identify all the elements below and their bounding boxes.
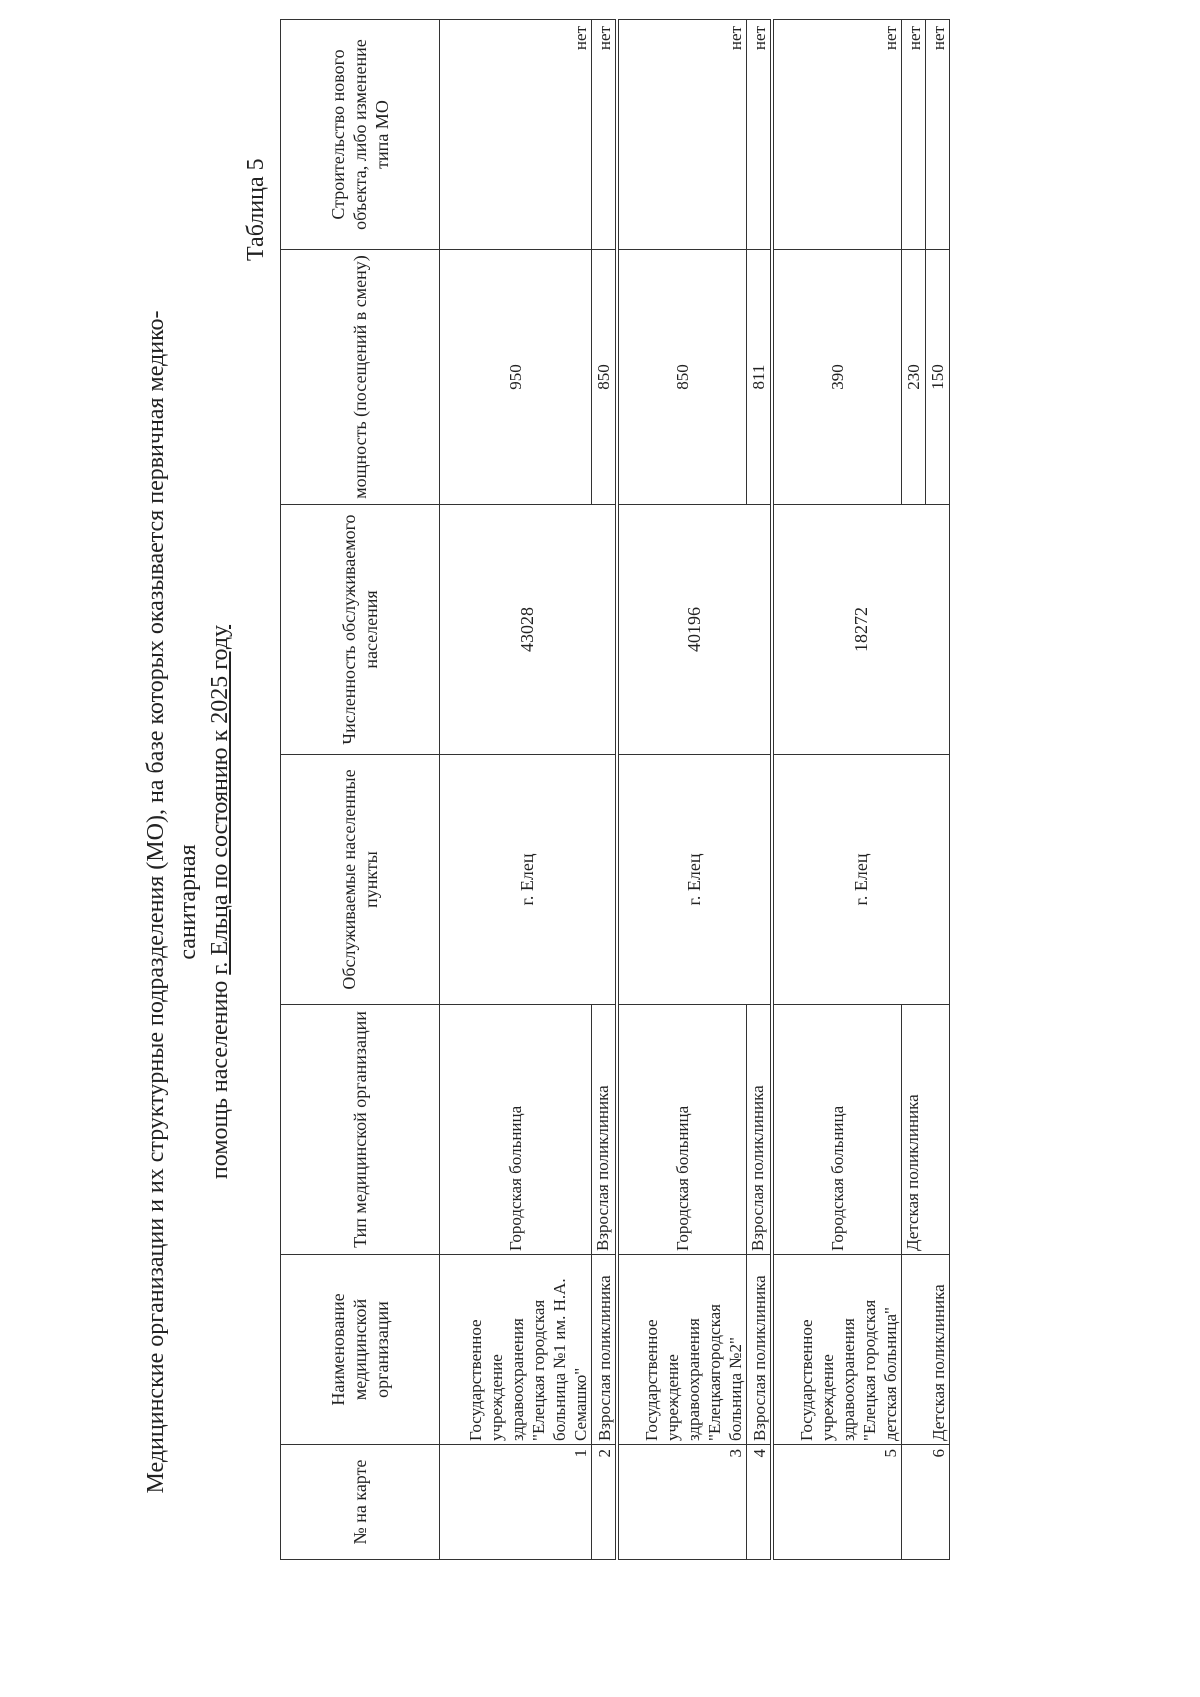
row-capacity: 850 (592, 250, 617, 505)
table-number: Таблица 5 (243, 158, 269, 261)
table-row (617, 20, 747, 1560)
row-name: Детская поликлиника (902, 1255, 950, 1445)
row-name: Взрослая поликлиника (747, 1255, 772, 1445)
row-settlements: г. Елец (772, 755, 950, 1005)
header-construction: Строительство нового объекта, либо изменение типа МО (281, 20, 440, 250)
row-name: Государственное учреждение здравоохранения "Елецкаягородская больница №2" (617, 1255, 747, 1445)
row-capacity: 811 (747, 250, 772, 505)
row-construction: нет (440, 20, 592, 250)
row-capacity: 950 (440, 250, 592, 505)
title-line-2-prefix: помощь населению (207, 974, 233, 1180)
header-row (281, 20, 440, 1560)
row-name: Взрослая поликлиника (592, 1255, 617, 1445)
row-construction: нет (747, 20, 772, 250)
row-num: 1 (440, 1445, 592, 1560)
row-num: 3 (617, 1445, 747, 1560)
header-population: Численность обслуживаемого населения (281, 505, 440, 755)
row-type: Детская поликлиника (902, 1005, 950, 1255)
document-title (140, 257, 236, 1547)
row-num: 4 (747, 1445, 772, 1560)
row-type: Городская больница (617, 1005, 747, 1255)
row-construction: нет (617, 20, 747, 250)
header-num: № на карте (281, 1445, 440, 1560)
row-construction: нет (902, 20, 926, 250)
row-settlements: г. Елец (440, 755, 617, 1005)
table-row (440, 20, 592, 1560)
row-population: 18272 (772, 505, 950, 755)
row-type: Взрослая поликлиника (747, 1005, 772, 1255)
row-capacity: 150 (926, 250, 950, 505)
row-construction: нет (592, 20, 617, 250)
row-capacity: 230 (902, 250, 926, 505)
row-capacity: 850 (617, 250, 747, 505)
title-line-1: Медицинские организации и их структурные подразделения (МО), на базе которых оказывается первичная медико-санитарная (143, 310, 201, 1494)
row-name: Государственное учреждение здравоохранения "Елецкая городская больница №1 им. Н.А. Семашко" (440, 1255, 592, 1445)
mo-table (280, 19, 950, 1560)
table-row (772, 20, 902, 1560)
row-type: Городская больница (440, 1005, 592, 1255)
title-line-2-underlined: г. Ельца по состоянию к 2025 году (207, 624, 233, 975)
header-name: Наименование медицинской организации (281, 1255, 440, 1445)
row-population: 43028 (440, 505, 617, 755)
header-capacity: мощность (посещений в смену) (281, 250, 440, 505)
row-construction: нет (926, 20, 950, 250)
row-num: 5 (772, 1445, 902, 1560)
title-line-2 (204, 257, 236, 1547)
row-name: Государственное учреждение здравоохранения "Елецкая городская детская больница" (772, 1255, 902, 1445)
row-num: 6 (902, 1445, 950, 1560)
header-type: Тип медицинской организации (281, 1005, 440, 1255)
row-construction: нет (772, 20, 902, 250)
header-settlements: Обслуживаемые населенные пункты (281, 755, 440, 1005)
row-num: 2 (592, 1445, 617, 1560)
row-capacity: 390 (772, 250, 902, 505)
row-population: 40196 (617, 505, 772, 755)
row-type: Городская больница (772, 1005, 902, 1255)
row-settlements: г. Елец (617, 755, 772, 1005)
row-type: Взрослая поликлиника (592, 1005, 617, 1255)
